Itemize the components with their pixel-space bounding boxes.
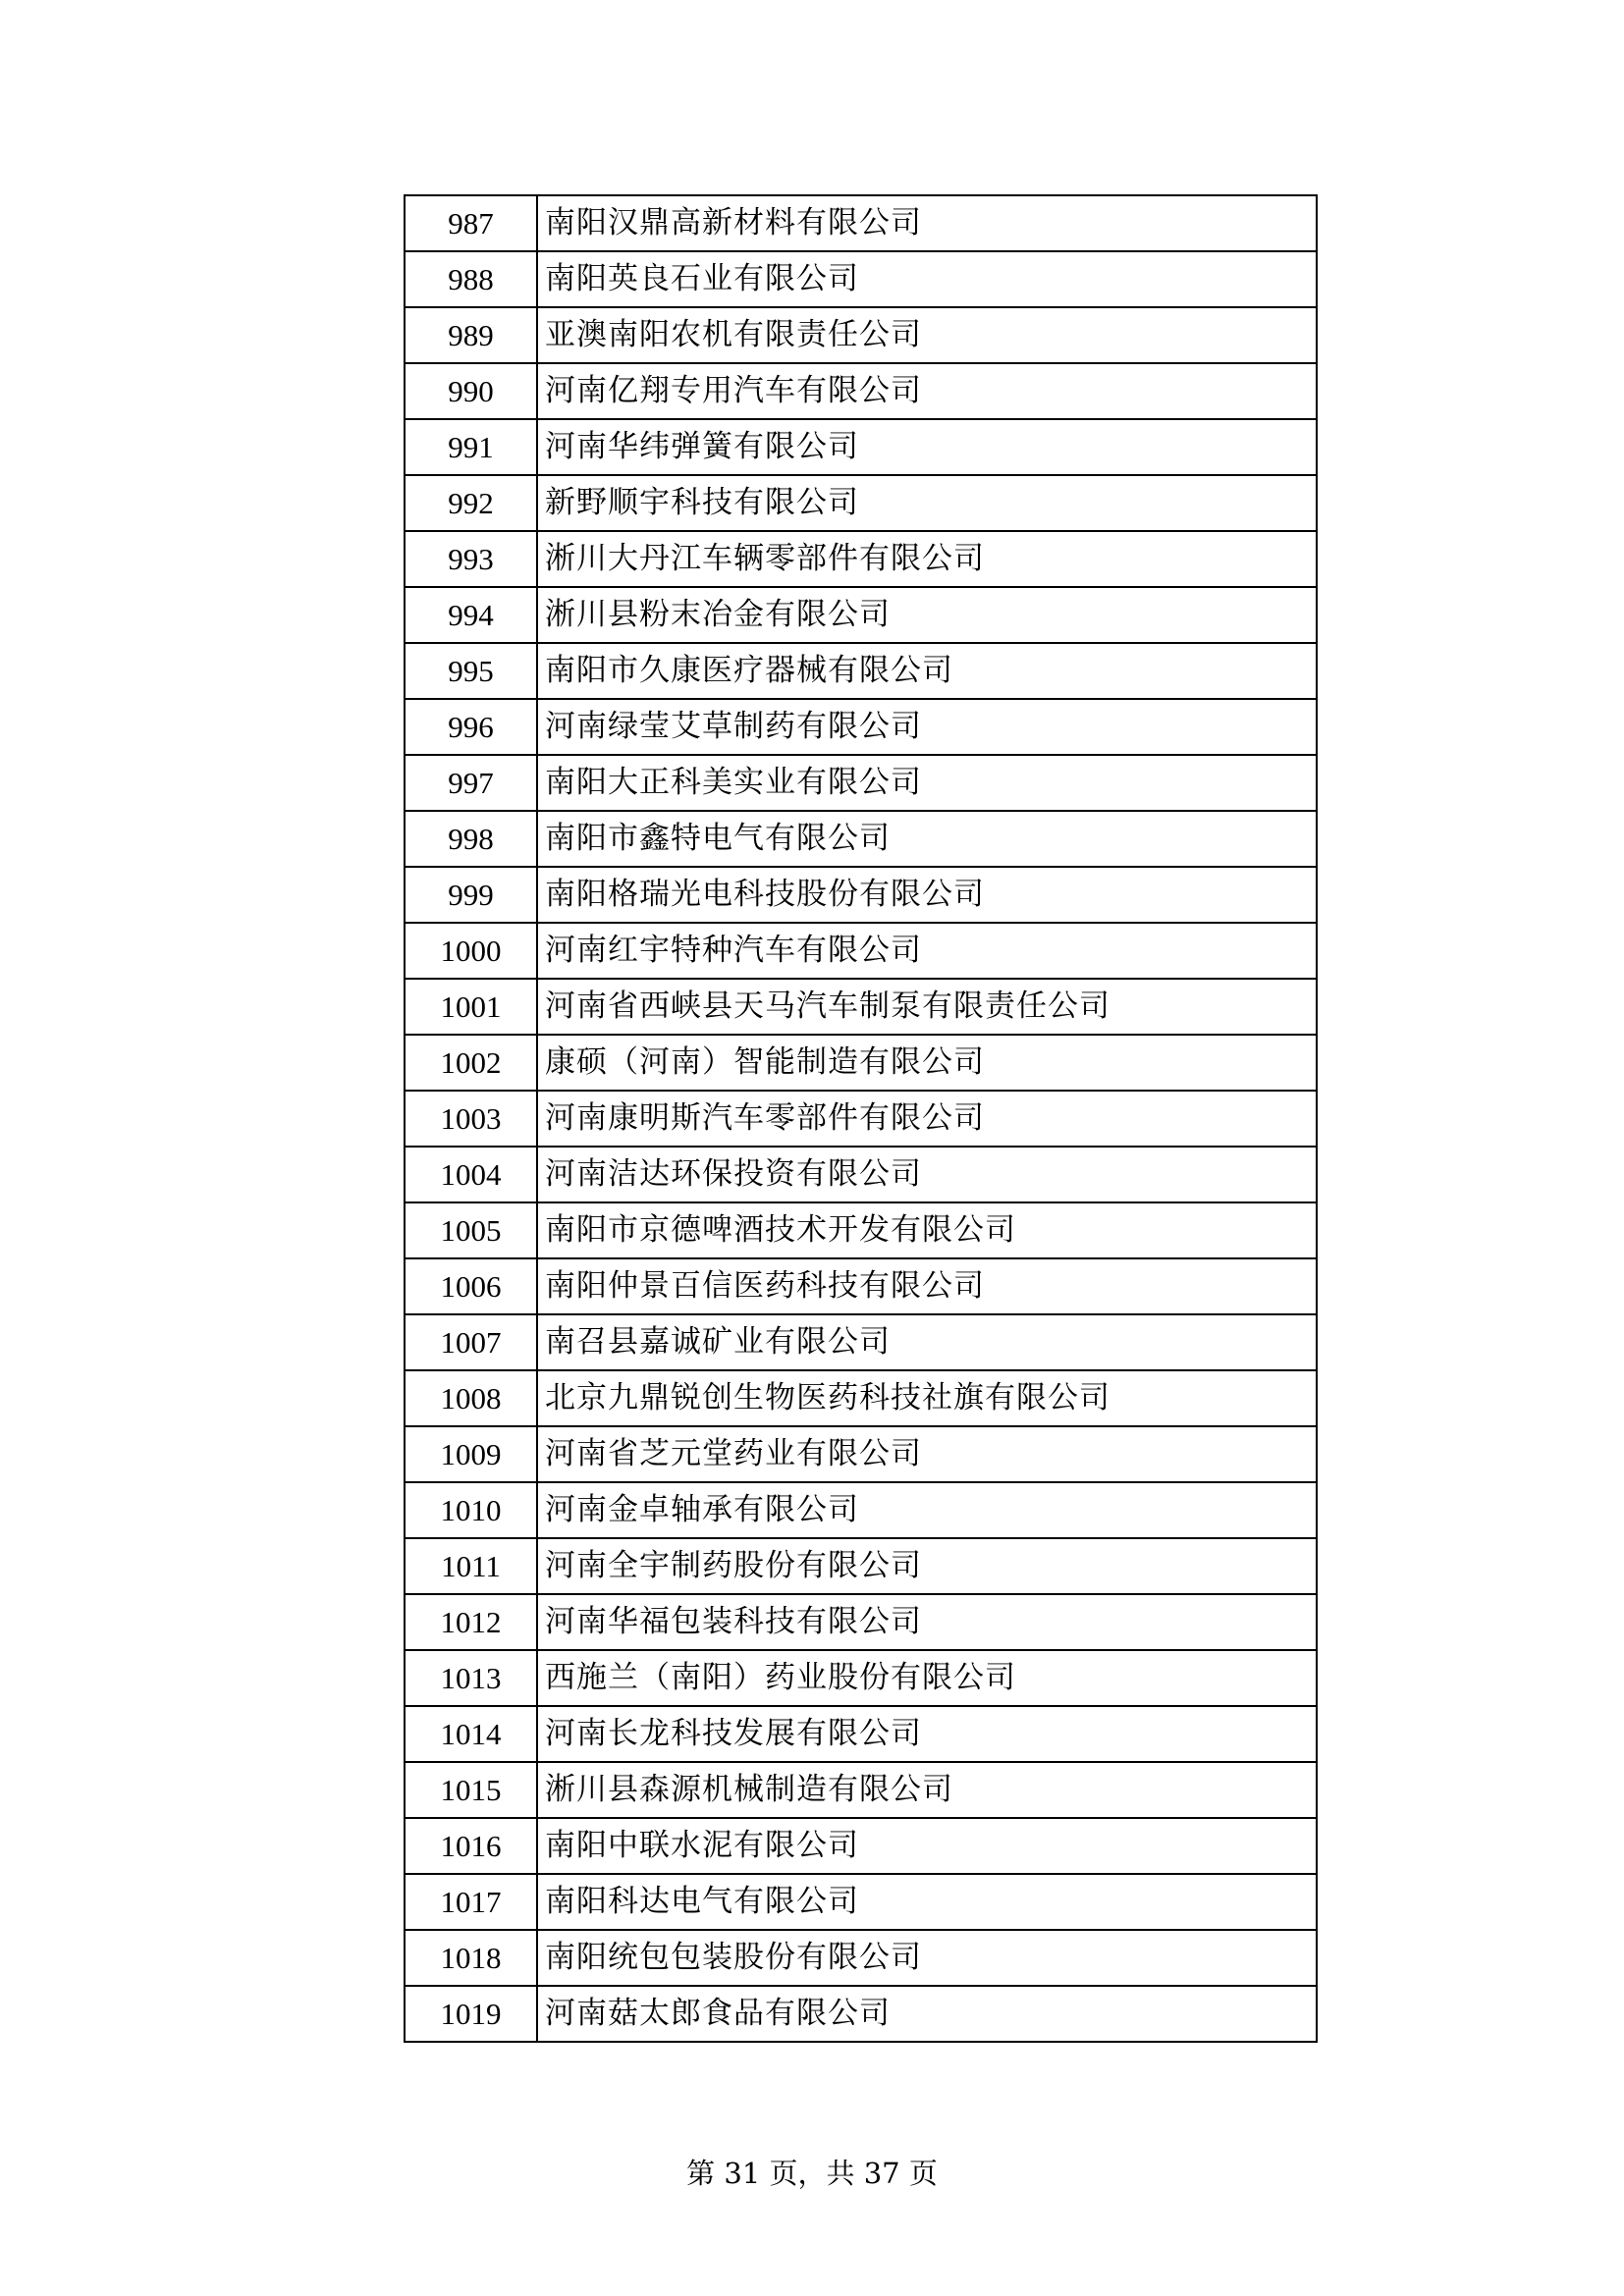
table-row [405, 1706, 1317, 1762]
company-name-cell: 南阳科达电气有限公司 [537, 1874, 1317, 1930]
table-row [405, 1986, 1317, 2042]
table-row [405, 251, 1317, 307]
company-name-cell: 河南金卓轴承有限公司 [537, 1482, 1317, 1538]
row-number-cell: 1001 [405, 979, 537, 1035]
row-number-cell: 1014 [405, 1706, 537, 1762]
table-row [405, 923, 1317, 979]
row-number-cell: 1019 [405, 1986, 537, 2042]
table-row [405, 1930, 1317, 1986]
table-row [405, 1650, 1317, 1706]
company-name-cell: 河南长龙科技发展有限公司 [537, 1706, 1317, 1762]
table-row [405, 1874, 1317, 1930]
company-name-cell: 南阳汉鼎高新材料有限公司 [537, 195, 1317, 251]
row-number-cell: 1005 [405, 1202, 537, 1258]
row-number-cell: 1011 [405, 1538, 537, 1594]
company-name-cell: 南阳市鑫特电气有限公司 [537, 811, 1317, 867]
row-number-cell: 994 [405, 587, 537, 643]
row-number-cell: 1013 [405, 1650, 537, 1706]
company-name-cell: 河南全宇制药股份有限公司 [537, 1538, 1317, 1594]
company-name-cell: 河南红宇特种汽车有限公司 [537, 923, 1317, 979]
table-row [405, 1370, 1317, 1426]
table-row [405, 587, 1317, 643]
table-row [405, 1762, 1317, 1818]
table-row [405, 979, 1317, 1035]
company-name-cell: 淅川大丹江车辆零部件有限公司 [537, 531, 1317, 587]
row-number-cell: 995 [405, 643, 537, 699]
table-row [405, 643, 1317, 699]
company-name-cell: 南阳市京德啤酒技术开发有限公司 [537, 1202, 1317, 1258]
company-name-cell: 南阳市久康医疗器械有限公司 [537, 643, 1317, 699]
row-number-cell: 990 [405, 363, 537, 419]
company-name-cell: 新野顺宇科技有限公司 [537, 475, 1317, 531]
table-row [405, 1426, 1317, 1482]
company-name-cell: 河南菇太郎食品有限公司 [537, 1986, 1317, 2042]
company-list-table-body [405, 195, 1317, 2042]
table-row [405, 1314, 1317, 1370]
row-number-cell: 987 [405, 195, 537, 251]
table-row [405, 755, 1317, 811]
company-name-cell: 南阳英良石业有限公司 [537, 251, 1317, 307]
company-name-cell: 南阳中联水泥有限公司 [537, 1818, 1317, 1874]
table-row [405, 1482, 1317, 1538]
row-number-cell: 1008 [405, 1370, 537, 1426]
row-number-cell: 999 [405, 867, 537, 923]
row-number-cell: 1007 [405, 1314, 537, 1370]
page-number-label: 第 31 页，共 37 页 [686, 2157, 938, 2190]
row-number-cell: 998 [405, 811, 537, 867]
row-number-cell: 1017 [405, 1874, 537, 1930]
table-row [405, 531, 1317, 587]
company-name-cell: 河南华纬弹簧有限公司 [537, 419, 1317, 475]
company-name-cell: 河南省西峡县天马汽车制泵有限责任公司 [537, 979, 1317, 1035]
table-row [405, 1202, 1317, 1258]
table-row [405, 1538, 1317, 1594]
company-name-cell: 南召县嘉诚矿业有限公司 [537, 1314, 1317, 1370]
company-name-cell: 南阳仲景百信医药科技有限公司 [537, 1258, 1317, 1314]
company-name-cell: 河南绿莹艾草制药有限公司 [537, 699, 1317, 755]
row-number-cell: 1009 [405, 1426, 537, 1482]
row-number-cell: 1010 [405, 1482, 537, 1538]
company-name-cell: 亚澳南阳农机有限责任公司 [537, 307, 1317, 363]
row-number-cell: 1004 [405, 1147, 537, 1202]
company-name-cell: 河南洁达环保投资有限公司 [537, 1147, 1317, 1202]
row-number-cell: 1000 [405, 923, 537, 979]
row-number-cell: 1002 [405, 1035, 537, 1091]
row-number-cell: 997 [405, 755, 537, 811]
row-number-cell: 1003 [405, 1091, 537, 1147]
table-row [405, 1818, 1317, 1874]
table-row [405, 811, 1317, 867]
page-footer [0, 2152, 1624, 2192]
company-name-cell: 河南华福包装科技有限公司 [537, 1594, 1317, 1650]
table-row [405, 1147, 1317, 1202]
company-name-cell: 淅川县粉末冶金有限公司 [537, 587, 1317, 643]
row-number-cell: 992 [405, 475, 537, 531]
table-row [405, 363, 1317, 419]
company-name-cell: 河南亿翔专用汽车有限公司 [537, 363, 1317, 419]
row-number-cell: 1012 [405, 1594, 537, 1650]
table-row [405, 867, 1317, 923]
row-number-cell: 991 [405, 419, 537, 475]
table-row [405, 475, 1317, 531]
row-number-cell: 989 [405, 307, 537, 363]
row-number-cell: 1018 [405, 1930, 537, 1986]
company-name-cell: 河南省芝元堂药业有限公司 [537, 1426, 1317, 1482]
company-name-cell: 西施兰（南阳）药业股份有限公司 [537, 1650, 1317, 1706]
table-row [405, 1258, 1317, 1314]
row-number-cell: 996 [405, 699, 537, 755]
company-name-cell: 河南康明斯汽车零部件有限公司 [537, 1091, 1317, 1147]
row-number-cell: 1016 [405, 1818, 537, 1874]
table-row [405, 419, 1317, 475]
table-row [405, 195, 1317, 251]
company-name-cell: 北京九鼎锐创生物医药科技社旗有限公司 [537, 1370, 1317, 1426]
table-row [405, 307, 1317, 363]
company-name-cell: 康硕（河南）智能制造有限公司 [537, 1035, 1317, 1091]
row-number-cell: 1015 [405, 1762, 537, 1818]
company-name-cell: 南阳大正科美实业有限公司 [537, 755, 1317, 811]
company-name-cell: 南阳统包包装股份有限公司 [537, 1930, 1317, 1986]
table-row [405, 1035, 1317, 1091]
row-number-cell: 988 [405, 251, 537, 307]
row-number-cell: 993 [405, 531, 537, 587]
company-name-cell: 淅川县森源机械制造有限公司 [537, 1762, 1317, 1818]
row-number-cell: 1006 [405, 1258, 537, 1314]
company-list-table [404, 194, 1318, 2043]
table-row [405, 1594, 1317, 1650]
company-name-cell: 南阳格瑞光电科技股份有限公司 [537, 867, 1317, 923]
table-row [405, 699, 1317, 755]
table-row [405, 1091, 1317, 1147]
company-list-table-container [404, 194, 1318, 2043]
